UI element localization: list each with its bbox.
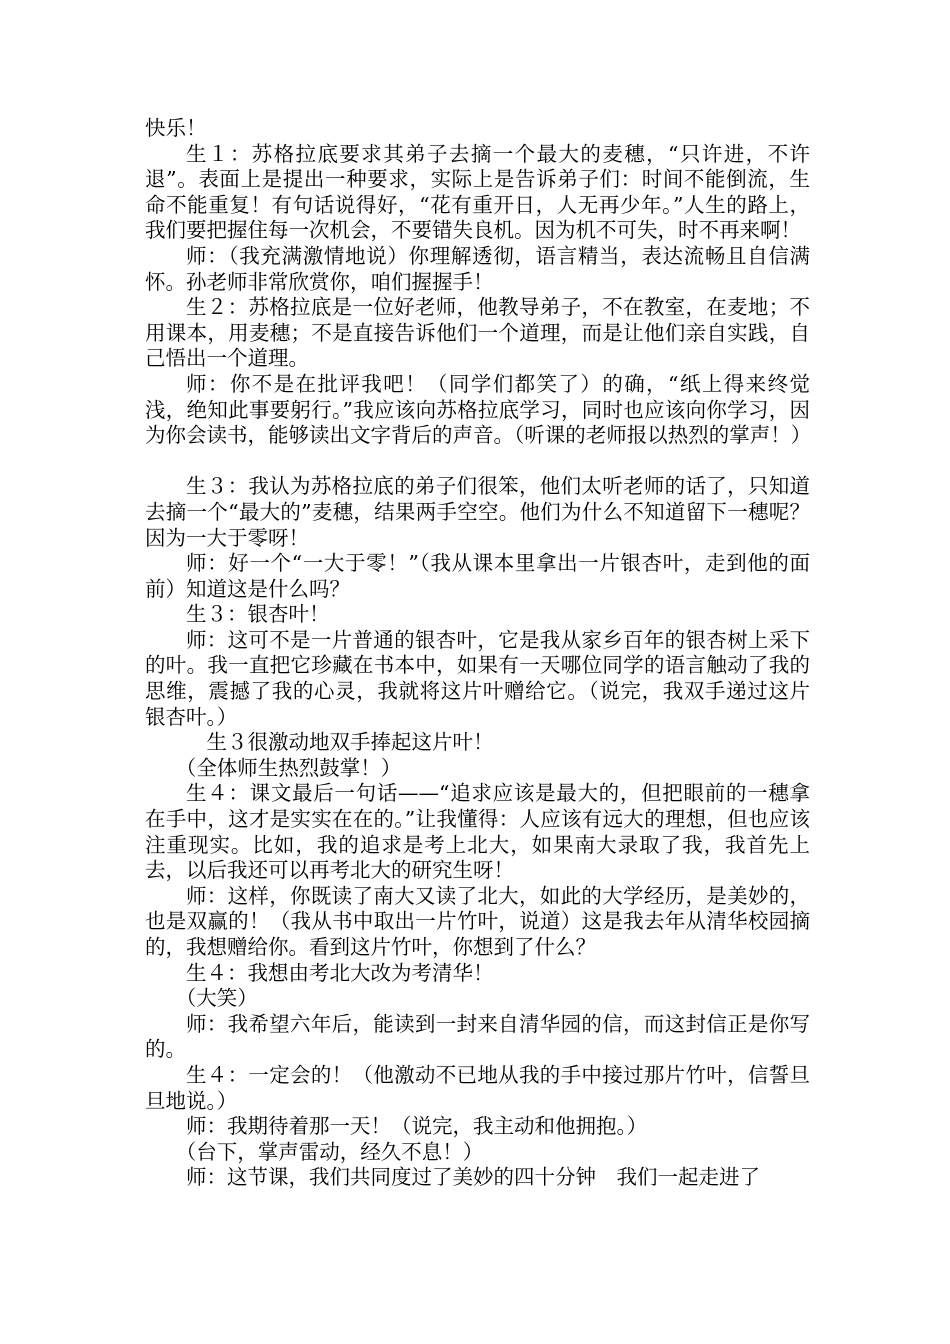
paragraph: 生４：我想由考北大改为考清华！ [186, 960, 494, 985]
paragraph: 师：这节课，我们共同度过了美妙的四十分钟 我们一起走进了 [186, 1165, 760, 1190]
paragraph: 师：好一个“一大于零！”（我从课本里拿出一片银杏叶，走到他的面前）知道这是什么吗？ [145, 551, 810, 601]
paragraph: 师：我期待着那一天！（说完，我主动和他拥抱。） [186, 1114, 648, 1139]
paragraph: 师：你不是在批评我吧！（同学们都笑了）的确，“纸上得来终觉浅，绝知此事要躬行。”我应该向苏格拉底学习，同时也应该向你学习，因为你会读书，能够读出文字背后的声音。（听课的老师报以热烈的掌声！） [145, 371, 812, 448]
document-body [145, 116, 810, 1191]
paragraph: 生２：苏格拉底是一位好老师，他教导弟子，不在教室，在麦地；不用课本，用麦穗；不是直接告诉他们一个道理，而是让他们亲自实践，自己悟出一个道理。 [145, 295, 810, 371]
paragraph: （大笑） [175, 986, 258, 1011]
paragraph: 生３很激动地双手捧起这片叶！ [206, 730, 494, 755]
paragraph: 师：（我充满激情地说）你理解透彻，语言精当，表达流畅且自信满怀。孙老师非常欣赏你，咱们握握手！ [145, 243, 810, 294]
paragraph: 快乐！ [145, 116, 207, 140]
paragraph: 生３：银杏叶！ [186, 602, 330, 627]
paragraph: 生３：我认为苏格拉底的弟子们很笨，他们太听老师的话了，只知道去摘一个“最大的”麦穗，结果两手空空。他们为什么不知道留下一穗呢？因为一大于零呀！ [145, 474, 810, 550]
paragraph: 师：这样，你既读了南大又读了北大，如此的大学经历，是美妙的，也是双赢的！（我从书中取出一片竹叶，说道）这是我去年从清华校园摘的，我想赠给你。看到这片竹叶，你想到了什么？ [145, 883, 810, 959]
paragraph: 生１：苏格拉底要求其弟子去摘一个最大的麦穗，“只许进，不许退”。表面上是提出一种要求，实际上是告诉弟子们：时间不能倒流，生命不能重复！有句话说得好，“花有重开日，人无再少年。”人生的路上，我们要把握住每一次机会，不要错失良机。因为机不可失，时不再来啊！ [145, 141, 810, 243]
paragraph: 师：我希望六年后，能读到一封来自清华园的信，而这封信正是你写的。 [145, 1011, 810, 1062]
paragraph: （台下，掌声雷动，经久不息！） [175, 1139, 484, 1164]
paragraph: 生４：课文最后一句话——“追求应该是最大的，但把眼前的一穗拿在手中，这才是实实在在的。”让我懂得：人应该有远大的理想，但也应该注重现实。比如，我的追求是考上北大，如果南大录取了我，我首先上去，以后我还可以再考北大的研究生呀！ [145, 781, 810, 883]
paragraph: （全体师生热烈鼓掌！） [175, 755, 402, 780]
paragraph: 生４：一定会的！（他激动不已地从我的手中接过那片竹叶，信誓旦旦地说。） [145, 1062, 810, 1113]
paragraph: 师：这可不是一片普通的银杏叶，它是我从家乡百年的银杏树上采下的叶。我一直把它珍藏在书本中，如果有一天哪位同学的语言触动了我的思维，震撼了我的心灵，我就将这片叶赠给它。（说完，我双手递过这片银杏叶。） [145, 627, 810, 729]
